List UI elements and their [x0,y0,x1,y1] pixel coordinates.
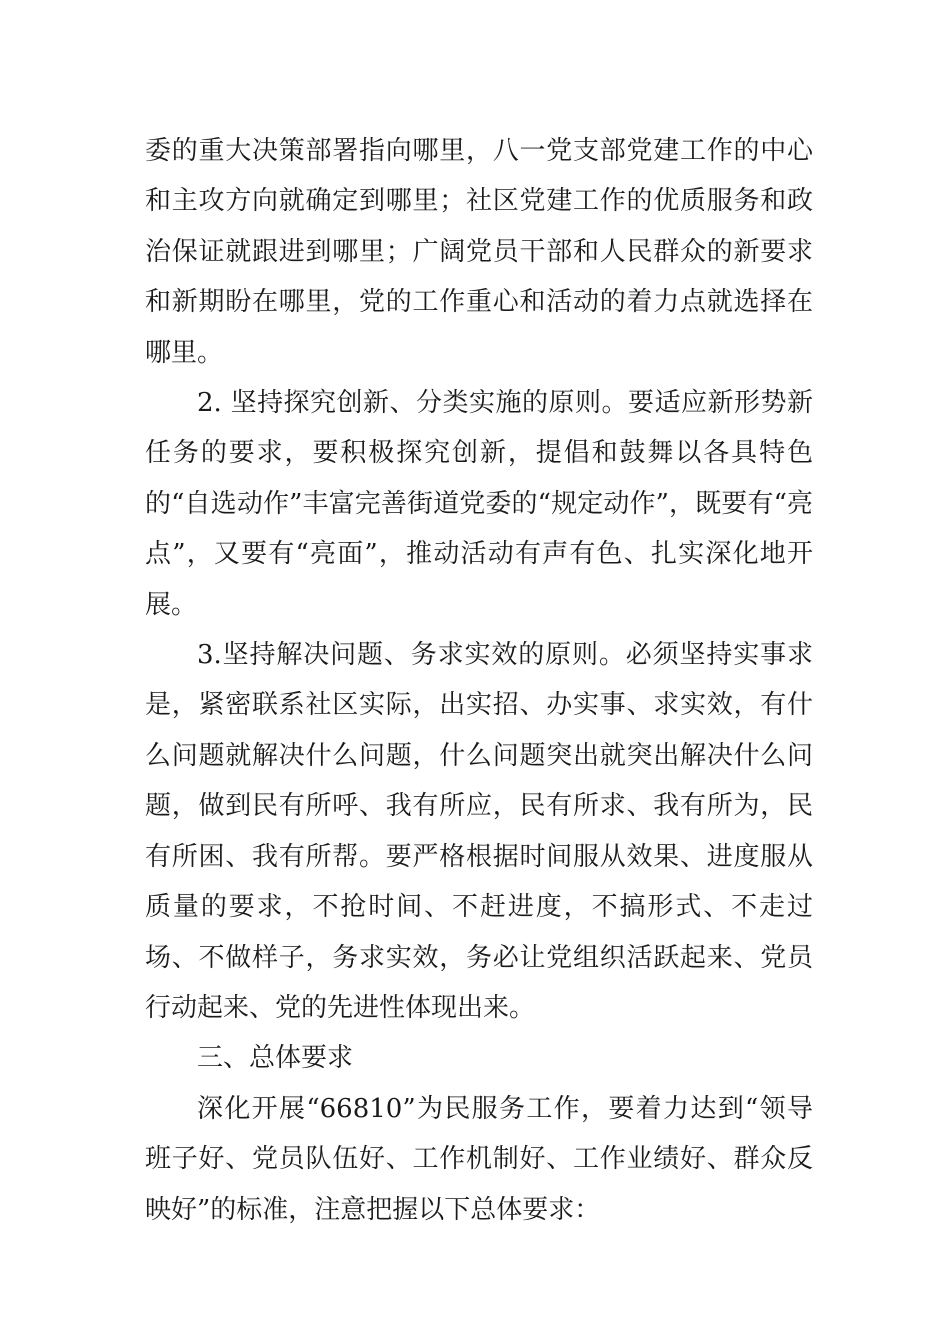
paragraph-principle-2: 2. 坚持探究创新、分类实施的原则。要适应新形势新任务的要求，要积极探究创新，提倡和鼓舞以各具特色的“自选动作”丰富完善街道党委的“规定动作”，既要有“亮点”，又要有“亮面”，推动活动有声有色、扎实深化地开展。 [145,388,813,620]
paragraph-overall-requirements-intro: 深化开展“66810”为民服务工作，要着力达到“领导班子好、党员队伍好、工作机制好、工作业绩好、群众反映好”的标准，注意把握以下总体要求： [145,1093,813,1225]
document-body [145,126,813,1235]
section-heading-overall-requirements: 三、总体要求 [197,1043,354,1074]
paragraph-principle-1-continuation: 委的重大决策部署指向哪里，八一党支部党建工作的中心和主攻方向就确定到哪里；社区党建工作的优质服务和政治保证就跟进到哪里；广阔党员干部和人民群众的新要求和新期盼在哪里，党的工作重心和活动的着力点就选择在哪里。 [145,136,813,368]
paragraph-principle-3: 3.坚持解决问题、务求实效的原则。必须坚持实事求是，紧密联系社区实际，出实招、办实事、求实效，有什么问题就解决什么问题，什么问题突出就突出解决什么问题，做到民有所呼、我有所应，民有所求、我有所为，民有所困、我有所帮。要严格根据时间服从效果、进度服从质量的要求，不抢时间、不赶进度，不搞形式、不走过场、不做样子，务求实效，务必让党组织活跃起来、党员行动起来、党的先进性体现出来。 [145,640,813,1023]
